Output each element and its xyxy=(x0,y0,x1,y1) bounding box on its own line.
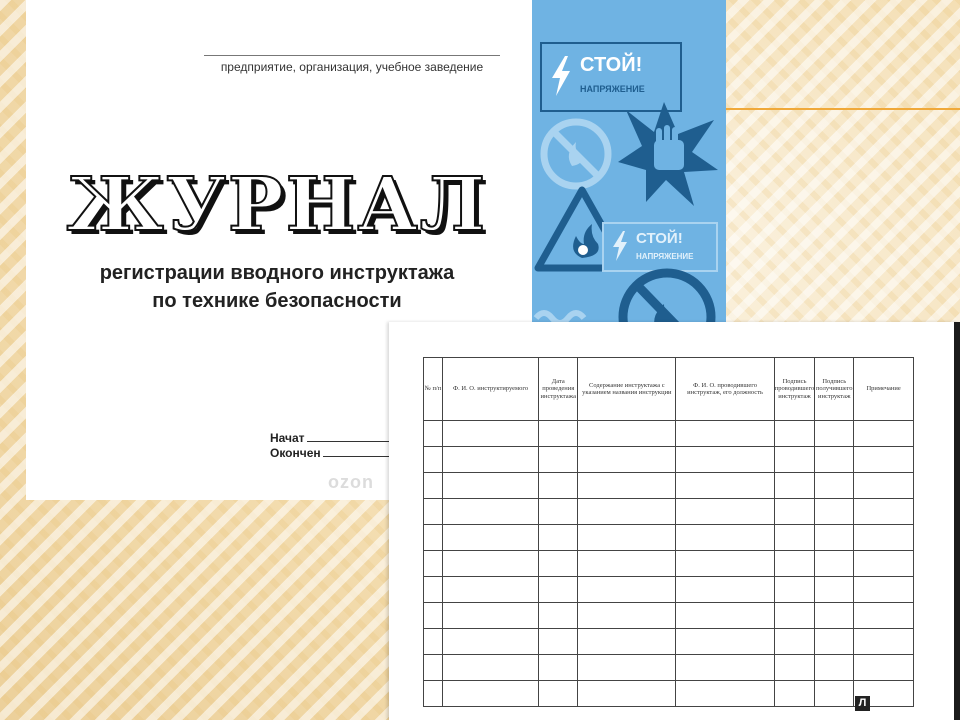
column-header: Содержание инструктажа с указанием названия инструкции xyxy=(578,358,676,421)
table-cell xyxy=(442,447,538,473)
table-row xyxy=(424,629,914,655)
table-cell xyxy=(578,499,676,525)
table-row xyxy=(424,447,914,473)
column-header: Ф. И. О. проводившего инструктаж, его должность xyxy=(676,358,774,421)
table-row xyxy=(424,421,914,447)
table-cell xyxy=(424,681,443,707)
electric-hand-icon xyxy=(616,100,720,210)
voltage-text: НАПРЯЖЕНИЕ xyxy=(580,84,645,94)
table-cell xyxy=(539,499,578,525)
table-cell xyxy=(424,577,443,603)
table-cell xyxy=(676,655,774,681)
table-cell xyxy=(424,551,443,577)
table-cell xyxy=(539,655,578,681)
table-cell xyxy=(815,681,854,707)
watermark: ozon xyxy=(328,472,374,492)
register-table xyxy=(423,357,914,707)
no-fire-icon xyxy=(536,114,616,194)
table-cell xyxy=(442,655,538,681)
table-cell xyxy=(854,629,914,655)
table-cell xyxy=(424,447,443,473)
table-cell xyxy=(539,421,578,447)
table-cell xyxy=(815,525,854,551)
org-underline xyxy=(204,55,500,56)
table-cell xyxy=(676,473,774,499)
table-cell xyxy=(854,473,914,499)
table-cell xyxy=(442,551,538,577)
table-cell xyxy=(676,577,774,603)
table-cell xyxy=(774,603,815,629)
table-cell xyxy=(815,551,854,577)
table-cell xyxy=(424,473,443,499)
table-cell xyxy=(774,473,815,499)
journal-subtitle-line2: по технике безопасности xyxy=(152,290,402,312)
register-sheet xyxy=(389,322,960,720)
table-cell xyxy=(442,499,538,525)
table-cell xyxy=(676,421,774,447)
table-cell xyxy=(676,603,774,629)
table-cell xyxy=(676,551,774,577)
table-cell xyxy=(424,629,443,655)
table-cell xyxy=(815,577,854,603)
table-cell xyxy=(774,447,815,473)
table-cell xyxy=(539,577,578,603)
table-cell xyxy=(539,629,578,655)
table-cell xyxy=(774,551,815,577)
table-cell xyxy=(424,603,443,629)
ended-label: Окончен xyxy=(270,446,321,460)
started-label: Начат xyxy=(270,431,305,445)
table-row xyxy=(424,603,914,629)
table-cell xyxy=(815,447,854,473)
table-cell xyxy=(539,603,578,629)
register-body xyxy=(424,421,914,707)
org-caption: предприятие, организация, учебное заведение xyxy=(220,60,484,74)
register-header-row xyxy=(424,358,914,421)
table-cell xyxy=(854,499,914,525)
table-cell xyxy=(539,447,578,473)
table-cell xyxy=(676,447,774,473)
journal-subtitle-line1: регистрации вводного инструктажа xyxy=(99,262,455,284)
table-cell xyxy=(442,421,538,447)
table-cell xyxy=(442,603,538,629)
table-cell xyxy=(539,551,578,577)
table-cell xyxy=(774,421,815,447)
table-cell xyxy=(854,551,914,577)
table-cell xyxy=(424,525,443,551)
table-cell xyxy=(578,447,676,473)
table-cell xyxy=(676,681,774,707)
table-cell xyxy=(854,525,914,551)
column-header: Подпись получившего инструктаж xyxy=(815,358,854,421)
table-cell xyxy=(854,421,914,447)
column-header: № п/п xyxy=(424,358,443,421)
table-cell xyxy=(578,577,676,603)
table-row xyxy=(424,551,914,577)
table-row xyxy=(424,473,914,499)
table-row xyxy=(424,577,914,603)
table-cell xyxy=(815,421,854,447)
column-header: Примечание xyxy=(854,358,914,421)
table-cell xyxy=(442,629,538,655)
table-cell xyxy=(774,525,815,551)
lightning-icon xyxy=(610,230,630,262)
table-row xyxy=(424,499,914,525)
column-header: Подпись проводившего инструктаж xyxy=(774,358,815,421)
table-cell xyxy=(815,603,854,629)
table-cell xyxy=(539,681,578,707)
table-cell xyxy=(578,681,676,707)
table-row xyxy=(424,525,914,551)
sheet-edge xyxy=(954,322,960,720)
table-cell xyxy=(676,499,774,525)
table-cell xyxy=(424,655,443,681)
table-cell xyxy=(774,629,815,655)
table-cell xyxy=(774,577,815,603)
table-cell xyxy=(442,577,538,603)
table-cell xyxy=(539,473,578,499)
voltage-text-faded: НАПРЯЖЕНИЕ xyxy=(636,252,694,261)
table-row xyxy=(424,681,914,707)
stop-text: СТОЙ! xyxy=(580,54,643,76)
table-cell xyxy=(578,603,676,629)
journal-title: ЖУРНАЛ xyxy=(66,162,488,248)
table-cell xyxy=(442,681,538,707)
table-cell xyxy=(815,629,854,655)
column-header: Ф. И. О. инструктируемого xyxy=(442,358,538,421)
table-cell xyxy=(578,473,676,499)
table-cell xyxy=(424,421,443,447)
table-cell xyxy=(539,525,578,551)
table-cell xyxy=(442,473,538,499)
table-cell xyxy=(815,499,854,525)
table-cell xyxy=(578,655,676,681)
accent-line xyxy=(725,108,960,110)
table-cell xyxy=(676,525,774,551)
table-cell xyxy=(676,629,774,655)
table-cell xyxy=(854,447,914,473)
table-cell xyxy=(578,551,676,577)
column-header: Дата проведения инструктажа xyxy=(539,358,578,421)
table-cell xyxy=(424,499,443,525)
table-cell xyxy=(774,655,815,681)
table-cell xyxy=(854,577,914,603)
table-cell xyxy=(774,681,815,707)
publisher-logo: Л xyxy=(855,696,870,711)
table-cell xyxy=(578,629,676,655)
table-cell xyxy=(578,525,676,551)
table-row xyxy=(424,655,914,681)
table-cell xyxy=(578,421,676,447)
stop-text-faded: СТОЙ! xyxy=(636,230,683,247)
table-cell xyxy=(774,499,815,525)
table-cell xyxy=(815,655,854,681)
lightning-icon xyxy=(548,54,574,98)
table-cell xyxy=(442,525,538,551)
table-cell xyxy=(815,473,854,499)
table-cell xyxy=(854,655,914,681)
table-cell xyxy=(854,603,914,629)
